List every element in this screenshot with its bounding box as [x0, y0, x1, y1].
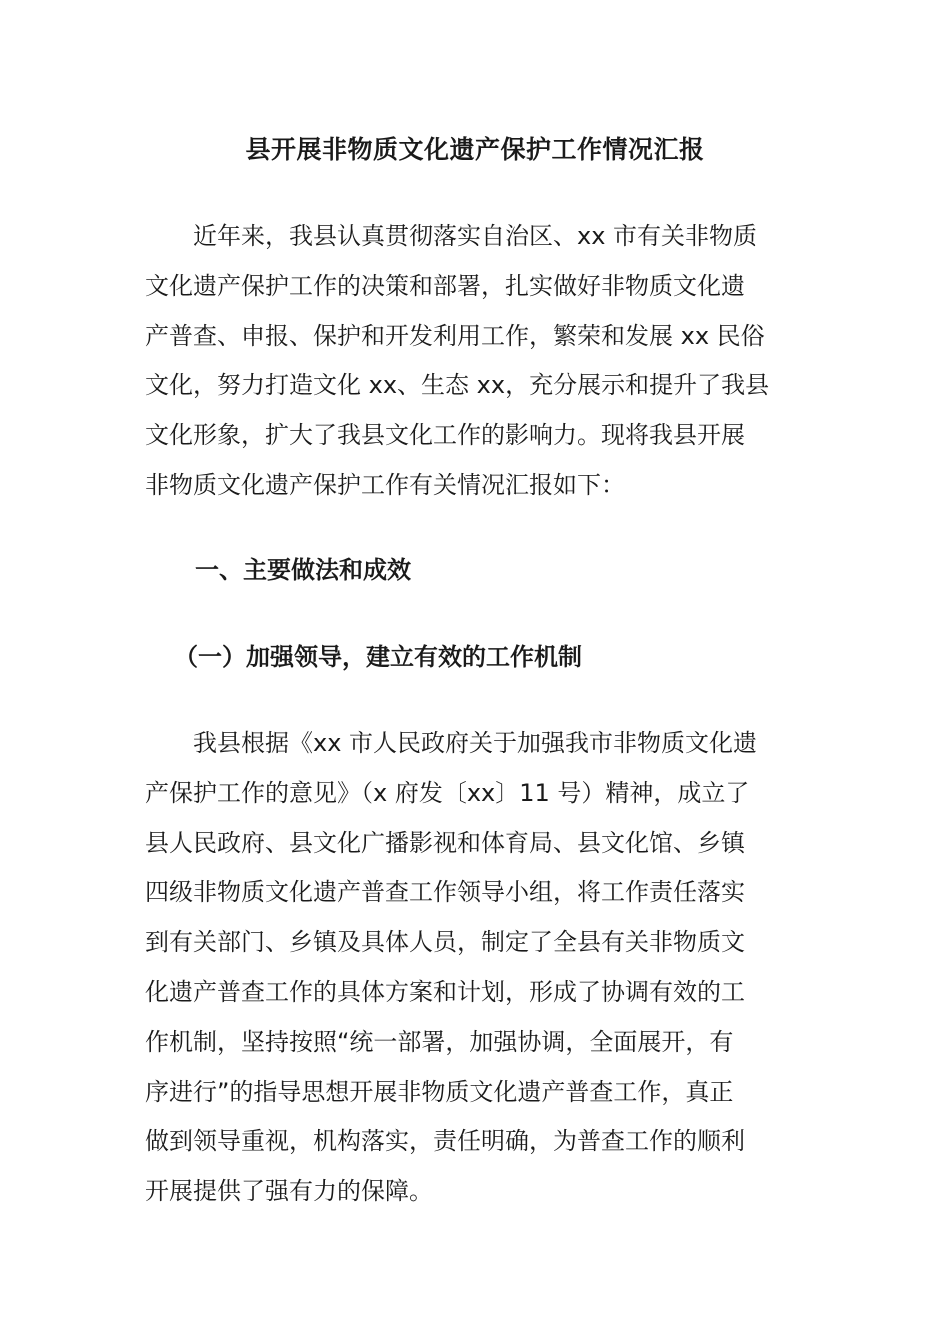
- document-title: 县开展非物质文化遗产保护工作情况汇报: [245, 135, 705, 164]
- paragraph-line: 我县根据《xx 市人民政府关于加强我市非物质文化遗: [145, 729, 758, 757]
- paragraph-line: 序进行”的指导思想开展非物质文化遗产普查工作，真正: [145, 1077, 734, 1106]
- paragraph-line: 四级非物质文化遗产普查工作领导小组，将工作责任落实: [145, 878, 745, 907]
- subsection-heading: （一）加强领导，建立有效的工作机制: [174, 643, 582, 671]
- intro-paragraph: [145, 212, 805, 511]
- paragraph-line: 开展提供了强有力的保障。: [145, 1177, 433, 1206]
- paragraph-line: 文化遗产保护工作的决策和部署，扎实做好非物质文化遗: [145, 271, 745, 300]
- paragraph-line: 文化，努力打造文化 xx、生态 xx，充分展示和提升了我县: [145, 371, 770, 400]
- body-paragraph: [145, 719, 805, 1217]
- paragraph-line: 非物质文化遗产保护工作有关情况汇报如下：: [145, 470, 625, 499]
- paragraph-line: 化遗产普查工作的具体方案和计划，形成了协调有效的工: [145, 977, 745, 1006]
- section-heading: 一、主要做法和成效: [195, 556, 411, 584]
- paragraph-line: 产普查、申报、保护和开发利用工作，繁荣和发展 xx 民俗: [145, 321, 765, 350]
- paragraph-line: 作机制，坚持按照“统一部署，加强协调，全面展开，有: [145, 1027, 734, 1056]
- paragraph-line: 产保护工作的意见》（x 府发〔xx〕11 号）精神，成立了: [145, 778, 750, 807]
- paragraph-line: 近年来，我县认真贯彻落实自治区、xx 市有关非物质: [145, 222, 758, 250]
- paragraph-line: 县人民政府、县文化广播影视和体育局、县文化馆、乡镇: [145, 828, 745, 857]
- paragraph-line: 做到领导重视，机构落实，责任明确，为普查工作的顺利: [145, 1127, 745, 1156]
- paragraph-line: 到有关部门、乡镇及具体人员，制定了全县有关非物质文: [145, 928, 745, 957]
- paragraph-line: 文化形象，扩大了我县文化工作的影响力。现将我县开展: [145, 421, 745, 450]
